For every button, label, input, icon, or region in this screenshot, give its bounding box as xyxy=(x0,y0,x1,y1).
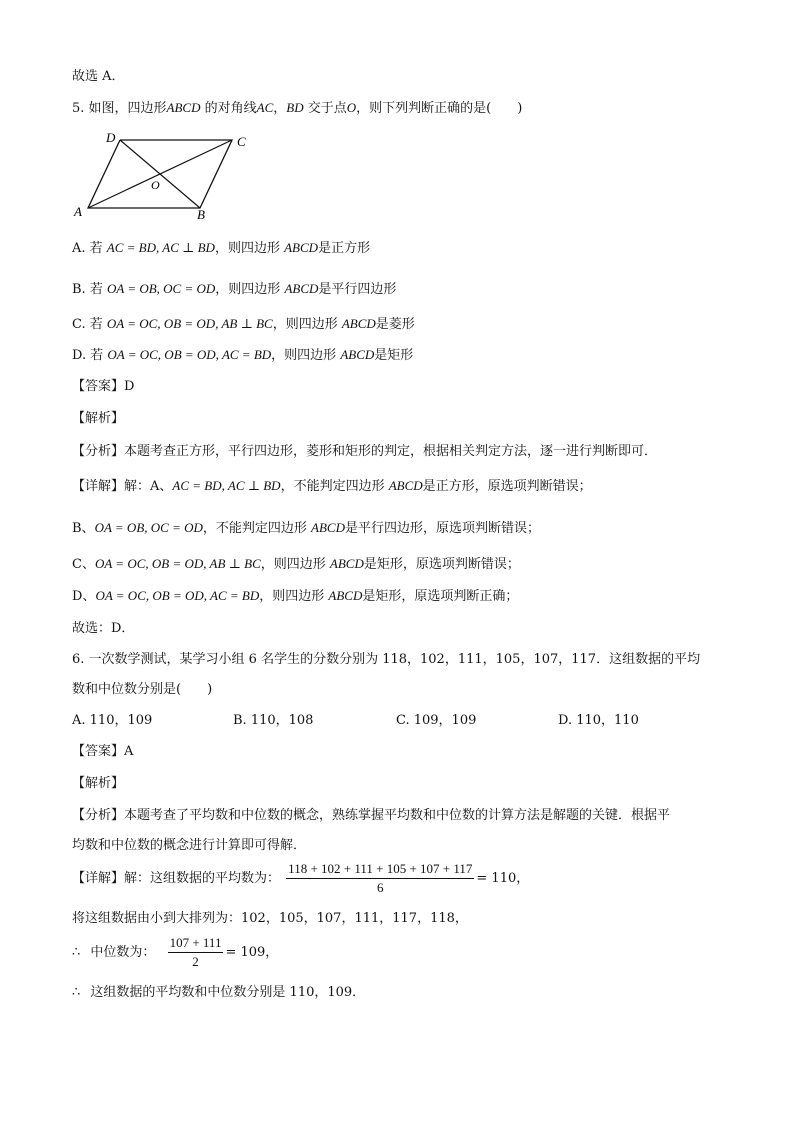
option-key: B. 若 xyxy=(72,282,103,297)
detail-prefix: 解：A、 xyxy=(124,479,173,494)
q6-stem-line1: 6. 一次数学测试，某学习小组 6 名学生的分数分别为 118，102，111，105，107，117．这组数据的平均 xyxy=(72,652,701,667)
q5-detail-d xyxy=(72,587,518,606)
option-condition: AC = BD, AC ⊥ BD xyxy=(106,240,215,255)
answer-label: 【答案】 xyxy=(72,379,125,394)
therefore-symbol: ∴ xyxy=(72,944,81,960)
option-text: 是矩形 xyxy=(374,348,414,363)
q6-median-line xyxy=(72,934,278,971)
q5-conclusion: 故选：D． xyxy=(72,621,135,636)
option-text: 是平行四边形 xyxy=(318,282,397,297)
option-key: A. 若 xyxy=(72,241,103,256)
q5-stem-abcd: ABCD xyxy=(166,100,201,115)
option-text: 是正方形 xyxy=(318,241,371,256)
q5-option-c xyxy=(72,315,415,334)
q5-detail-b xyxy=(72,519,540,538)
q5-answer xyxy=(72,378,134,396)
answer-value: A xyxy=(124,744,134,759)
option-key: D. 若 xyxy=(72,348,104,363)
detail-text: 是矩形，原选项判断错误； xyxy=(363,557,520,572)
therefore-symbol: ∴ xyxy=(72,985,81,1000)
parallelogram-figure xyxy=(72,128,262,224)
detail-text: ，则四边形 xyxy=(259,589,325,604)
q5-stem-part: 的对角线 xyxy=(200,101,257,116)
detail-condition: OA = OC, OB = OD, AB ⊥ BC xyxy=(94,556,261,571)
option-condition: OA = OC, OB = OD, AC = BD xyxy=(107,347,272,362)
q5-analysis-label: 【解析】 xyxy=(72,411,125,426)
fenxi-text: 本题考查了平均数和中位数的概念，熟练掌握平均数和中位数的计算方法是解题的关键．根据平 xyxy=(124,808,671,823)
prev-conclusion: 故选 A． xyxy=(72,69,125,84)
q6-option-a: A. 110，109 xyxy=(72,713,153,728)
q6-option-c: C. 109，109 xyxy=(396,713,477,728)
detail-condition: OA = OB, OC = OD xyxy=(94,520,203,535)
detail-shape: ABCD xyxy=(328,588,363,603)
detail-text: 是平行四边形，原选项判断错误； xyxy=(344,521,540,536)
detail-prefix: D、 xyxy=(72,589,96,604)
option-shape: ABCD xyxy=(341,316,376,331)
option-text: ，则四边形 xyxy=(272,317,338,332)
q5-stem xyxy=(72,99,522,118)
fenxi-label: 【分析】 xyxy=(72,808,125,823)
q5-stem-bd: BD xyxy=(286,100,304,115)
mean-fraction xyxy=(286,860,474,897)
detail-shape: ABCD xyxy=(311,520,345,535)
q5-stem-comma: ， xyxy=(273,101,287,116)
detail-prefix: C、 xyxy=(72,557,95,572)
q6-mean-line xyxy=(72,860,529,897)
mean-numerator: 118 + 102 + 111 + 105 + 107 + 117 xyxy=(286,860,474,879)
q5-detail-a xyxy=(72,477,592,496)
option-text: ，则四边形 xyxy=(214,241,280,256)
median-prefix: 中位数为： xyxy=(90,944,156,960)
q6-stem-line2: 数和中位数分别是( ) xyxy=(72,682,213,697)
q5-detail-c xyxy=(72,555,520,574)
option-text: ，则四边形 xyxy=(271,348,337,363)
vertex-label-c: C xyxy=(237,134,246,149)
q5-stem-o: O xyxy=(346,100,357,115)
detail-text: 是矩形，原选项判断正确； xyxy=(362,589,519,604)
median-fraction xyxy=(168,934,224,971)
detail-prefix: B、 xyxy=(72,521,95,536)
option-text: 是菱形 xyxy=(375,317,415,332)
option-shape: ABCD xyxy=(284,281,319,296)
q6-fenxi-line2: 均数和中位数的概念进行计算即可得解． xyxy=(72,838,307,853)
option-shape: ABCD xyxy=(340,347,375,362)
vertex-label-d: D xyxy=(106,130,116,145)
q6-option-b: B. 110，108 xyxy=(233,713,314,728)
diagonal-bd xyxy=(120,140,200,208)
answer-label: 【答案】 xyxy=(72,744,125,759)
fenxi-label: 【分析】 xyxy=(72,444,125,459)
answer-value: D xyxy=(124,379,135,394)
vertex-label-b: B xyxy=(197,207,205,222)
detail-text: ，不能判定四边形 xyxy=(202,521,307,536)
q5-option-a xyxy=(72,239,370,258)
q6-answer xyxy=(72,743,133,761)
option-shape: ABCD xyxy=(284,240,319,255)
mean-result: = 110， xyxy=(476,870,530,886)
q5-option-d xyxy=(72,346,413,365)
q6-sort-line: 将这组数据由小到大排列为：102，105，107，111，117，118， xyxy=(72,911,468,926)
q6-fenxi-line1 xyxy=(72,807,670,825)
q6-analysis-label: 【解析】 xyxy=(72,776,125,791)
q5-fenxi xyxy=(72,443,657,461)
detail-text: ，则四边形 xyxy=(260,557,326,572)
detail-text: 是正方形，原选项判断错误； xyxy=(422,479,592,494)
q6-option-d: D. 110，110 xyxy=(558,713,639,728)
fenxi-text: 本题考查正方形，平行四边形，菱形和矩形的判定，根据相关判定方法，逐一进行判断即可． xyxy=(124,444,658,459)
detail-shape: ABCD xyxy=(329,556,364,571)
median-result: = 109， xyxy=(225,944,279,960)
q5-stem-part: 5. 如图，四边形 xyxy=(72,101,167,116)
final-text: 这组数据的平均数和中位数分别是 110，109． xyxy=(90,985,366,1000)
median-denominator: 2 xyxy=(192,954,199,969)
q5-stem-ac: AC xyxy=(256,100,274,115)
detail-shape: ABCD xyxy=(388,478,423,493)
vertex-label-a: A xyxy=(74,204,82,219)
detail-text: ，不能判定四边形 xyxy=(280,479,385,494)
q5-option-b xyxy=(72,280,396,299)
option-text: ，则四边形 xyxy=(215,282,281,297)
q6-final-line xyxy=(72,984,365,1002)
option-condition: OA = OC, OB = OD, AB ⊥ BC xyxy=(106,316,273,331)
detail-condition: AC = BD, AC ⊥ BD xyxy=(172,478,281,493)
xiangjie-label: 【详解】 xyxy=(72,479,125,494)
q5-stem-part: ，则下列判断正确的是( ) xyxy=(356,101,523,116)
mean-prefix: 解：这组数据的平均数为： xyxy=(124,870,281,886)
xiangjie-label: 【详解】 xyxy=(72,870,125,886)
q5-stem-part: 交于点 xyxy=(303,101,347,116)
median-numerator: 107 + 111 xyxy=(168,934,224,953)
option-condition: OA = OB, OC = OD xyxy=(106,281,216,296)
mean-denominator: 6 xyxy=(377,880,384,895)
intersection-label-o: O xyxy=(151,178,160,192)
option-key: C. 若 xyxy=(72,317,103,332)
detail-condition: OA = OC, OB = OD, AC = BD xyxy=(95,588,260,603)
